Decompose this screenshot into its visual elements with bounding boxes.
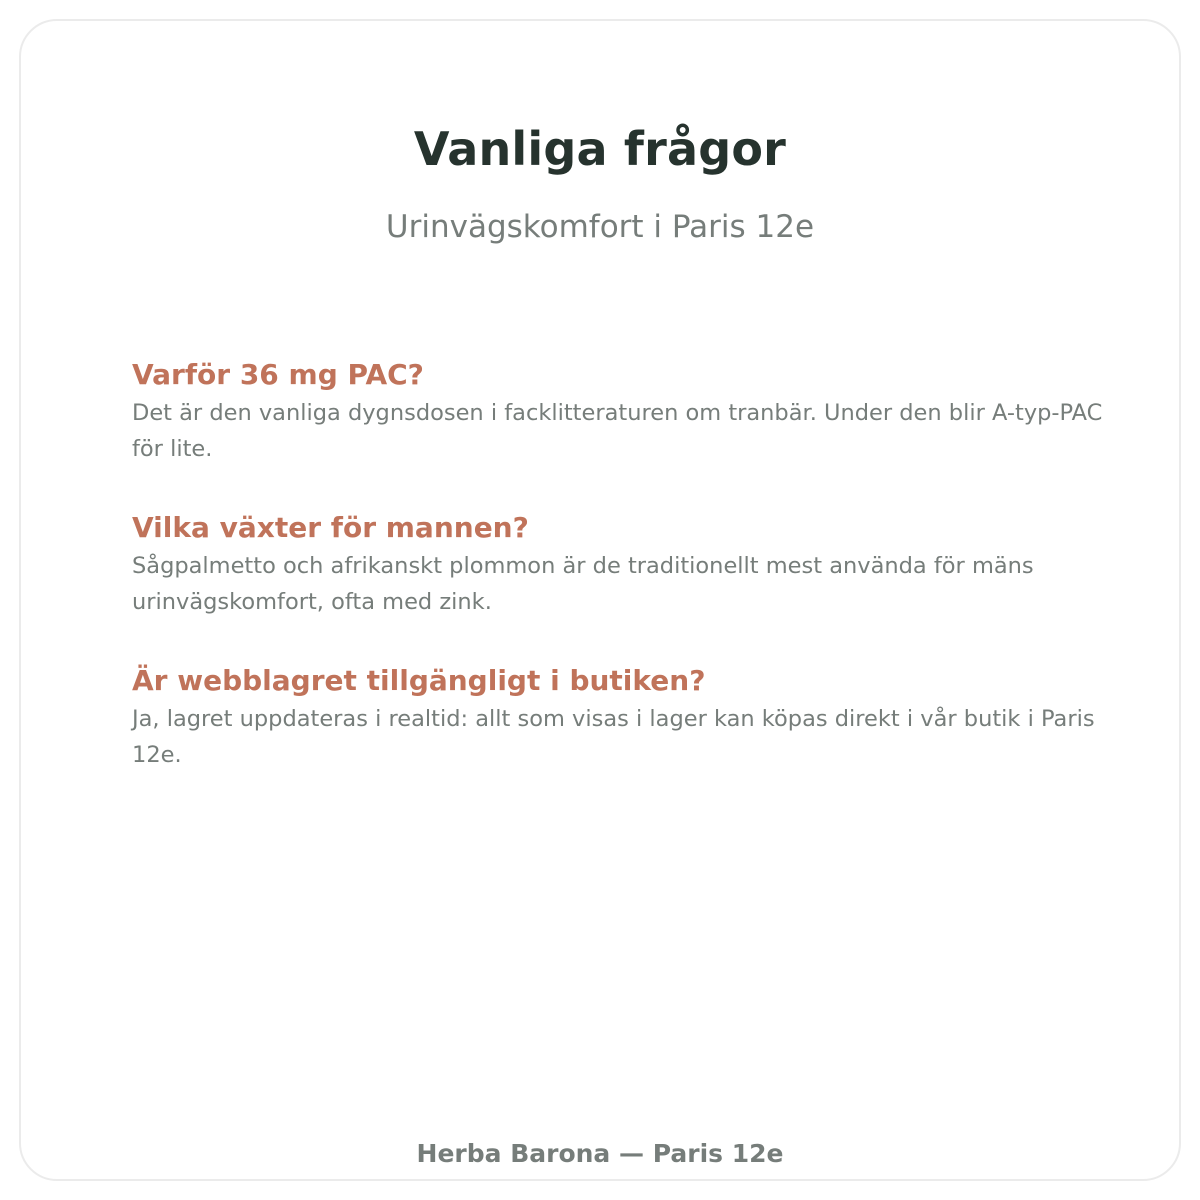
faq-list bbox=[132, 355, 1132, 814]
faq-item bbox=[132, 355, 1132, 467]
faq-answer: Sågpalmetto och afrikanskt plommon är de traditionellt mest använda för mäns urinvägskomfort, ofta med zink. bbox=[132, 553, 1034, 615]
page-subtitle: Urinvägskomfort i Paris 12e bbox=[385, 209, 815, 245]
faq-question: Är webblagret tillgängligt i butiken? bbox=[132, 664, 706, 697]
faq-card bbox=[19, 19, 1181, 1181]
faq-answer: Ja, lagret uppdateras i realtid: allt som visas i lager kan köpas direkt i vår butik i Paris 12e. bbox=[132, 706, 1095, 768]
faq-question: Varför 36 mg PAC? bbox=[132, 358, 424, 391]
page-title: Vanliga frågor bbox=[413, 122, 787, 176]
faq-item bbox=[132, 661, 1132, 773]
faq-question: Vilka växter för mannen? bbox=[132, 511, 529, 544]
faq-item bbox=[132, 508, 1132, 620]
footer-brand: Herba Barona — Paris 12e bbox=[416, 1139, 784, 1168]
faq-answer: Det är den vanliga dygnsdosen i facklitteraturen om tranbär. Under den blir A-typ-PAC för lite. bbox=[132, 400, 1103, 462]
